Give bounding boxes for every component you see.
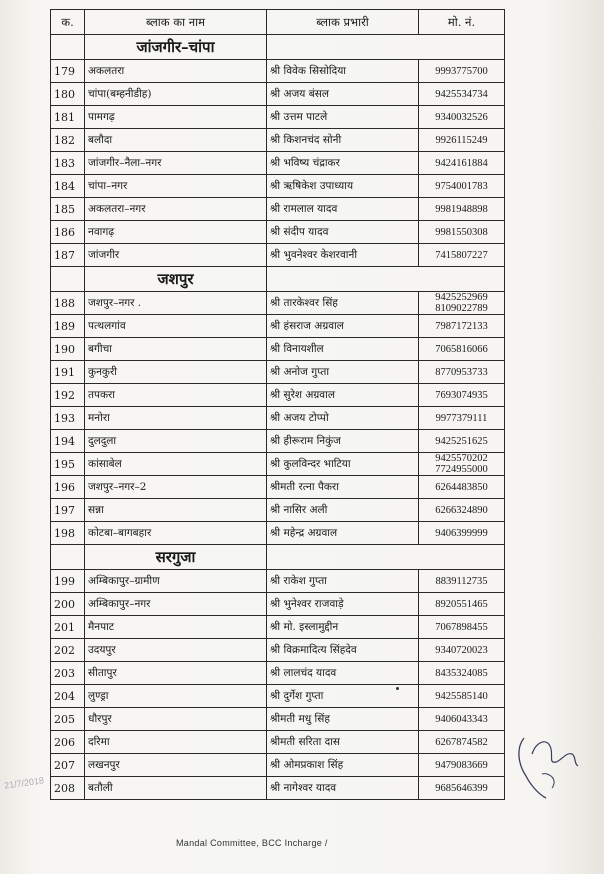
mobile-number: 9340720023 [435, 644, 488, 656]
block-incharge: श्रीमती रत्ना पैकरा [267, 476, 419, 499]
table-row [51, 570, 505, 593]
mobile-number: 7724955000 [435, 464, 488, 475]
table-row [51, 616, 505, 639]
serial-number: 207 [51, 754, 85, 777]
mobile-number: 9685646399 [435, 782, 488, 794]
table-row [51, 708, 505, 731]
block-incharge: श्री विवेक सिसोदिया [267, 60, 419, 83]
mobile-number: 6266324890 [435, 504, 488, 516]
block-incharge: श्री भुवनेश्वर केशरवानी [267, 244, 419, 267]
block-incharge: श्री सुरेश अग्रवाल [267, 384, 419, 407]
footer-text: Mandal Committee, BCC Incharge / [176, 838, 328, 848]
block-name: मनोरा [85, 407, 267, 430]
table-row [51, 129, 505, 152]
serial-number: 197 [51, 499, 85, 522]
serial-number: 194 [51, 430, 85, 453]
serial-number: 186 [51, 221, 85, 244]
mobile-number: 9981550308 [435, 226, 488, 238]
district-empty-cell [51, 545, 85, 570]
mobile-number: 9340032526 [435, 111, 488, 123]
mobile-number: 9425251625 [435, 435, 488, 447]
table-row [51, 244, 505, 267]
mobile-number-cell [419, 499, 505, 522]
serial-number: 204 [51, 685, 85, 708]
serial-number: 202 [51, 639, 85, 662]
table-row [51, 407, 505, 430]
mobile-number: 7065816066 [435, 343, 488, 355]
block-incharge: श्री नासिर अली [267, 499, 419, 522]
district-empty-cell [267, 545, 505, 570]
block-incharge: श्री हीरूराम निकुंज [267, 430, 419, 453]
serial-number: 200 [51, 593, 85, 616]
mobile-number-cell [419, 777, 505, 800]
serial-number: 193 [51, 407, 85, 430]
block-incharge: श्रीमती सरिता दास [267, 731, 419, 754]
mobile-number: 9754001783 [435, 180, 488, 192]
mobile-number: 9406399999 [435, 527, 488, 539]
mobile-number: 9425570202 [435, 453, 488, 464]
table-row [51, 662, 505, 685]
serial-number: 199 [51, 570, 85, 593]
mobile-number: 9424161884 [435, 157, 488, 169]
header-block-name: ब्लाक का नाम [85, 10, 267, 35]
table-row [51, 685, 505, 708]
mobile-number-cell [419, 453, 505, 476]
block-name: दरिमा [85, 731, 267, 754]
block-incharge: श्री विनायशील [267, 338, 419, 361]
block-name: सीतापुर [85, 662, 267, 685]
block-incharge: श्री लालचंद यादव [267, 662, 419, 685]
block-name: लखनपुर [85, 754, 267, 777]
table-row [51, 60, 505, 83]
block-name: चांपा(बम्हनीडीह) [85, 83, 267, 106]
header-mobile-number: मो. नं. [419, 10, 505, 35]
mobile-number-cell [419, 129, 505, 152]
mobile-number: 8435324085 [435, 667, 488, 679]
mobile-number: 7693074935 [435, 389, 488, 401]
serial-number: 205 [51, 708, 85, 731]
header-serial: क. [51, 10, 85, 35]
serial-number: 198 [51, 522, 85, 545]
mobile-number-cell [419, 83, 505, 106]
district-name: जशपुर [85, 267, 267, 292]
serial-number: 191 [51, 361, 85, 384]
serial-number: 190 [51, 338, 85, 361]
mobile-number-cell [419, 338, 505, 361]
block-name: मैनपाट [85, 616, 267, 639]
block-name: दुलदुला [85, 430, 267, 453]
mobile-number: 6267874582 [435, 736, 488, 748]
mobile-number-cell [419, 685, 505, 708]
block-name: धौरपुर [85, 708, 267, 731]
district-empty-cell [267, 267, 505, 292]
serial-number: 181 [51, 106, 85, 129]
mobile-number: 6264483850 [435, 481, 488, 493]
mobile-number: 9981948898 [435, 203, 488, 215]
block-name: जशपुर–नगर . [85, 292, 267, 315]
block-incharge: श्री उत्तम पाटले [267, 106, 419, 129]
mobile-number-cell [419, 430, 505, 453]
serial-number: 189 [51, 315, 85, 338]
block-incharge: श्री राकेश गुप्ता [267, 570, 419, 593]
block-name: सन्ना [85, 499, 267, 522]
mobile-number: 8109022789 [435, 303, 488, 314]
block-name: पत्थलगांव [85, 315, 267, 338]
mobile-number: 8770953733 [435, 366, 488, 378]
mobile-number-cell [419, 662, 505, 685]
serial-number: 196 [51, 476, 85, 499]
mobile-number: 9425252969 [435, 292, 488, 303]
block-name: कोटबा–बागबहार [85, 522, 267, 545]
block-name: जांजगीर–नैला–नगर [85, 152, 267, 175]
block-name: बलौदा [85, 129, 267, 152]
block-incharge: श्री अजय टोप्पो [267, 407, 419, 430]
table-row [51, 522, 505, 545]
handwritten-signature [512, 724, 582, 806]
mobile-number-cell [419, 639, 505, 662]
block-incharge: श्री भुनेश्वर राजवाड़े [267, 593, 419, 616]
mobile-number: 9406043343 [435, 713, 488, 725]
district-empty-cell [267, 35, 505, 60]
block-incharge: श्री भविष्य चंद्राकर [267, 152, 419, 175]
mobile-number-cell [419, 407, 505, 430]
mobile-number-cell [419, 198, 505, 221]
serial-number: 208 [51, 777, 85, 800]
block-name: जशपुर–नगर–2 [85, 476, 267, 499]
mobile-number-cell [419, 152, 505, 175]
table-row [51, 430, 505, 453]
mobile-number-cell [419, 244, 505, 267]
mobile-number: 9926115249 [435, 134, 488, 146]
block-incharge: श्री विक्रमादित्य सिंहदेव [267, 639, 419, 662]
mobile-number: 7987172133 [435, 320, 488, 332]
mobile-number-cell [419, 175, 505, 198]
mobile-number-cell [419, 60, 505, 83]
serial-number: 201 [51, 616, 85, 639]
serial-number: 184 [51, 175, 85, 198]
serial-number: 183 [51, 152, 85, 175]
block-incharge: श्री ओमप्रकाश सिंह [267, 754, 419, 777]
block-incharge: श्री संदीप यादव [267, 221, 419, 244]
mobile-number-cell [419, 754, 505, 777]
block-name: अकलतरा [85, 60, 267, 83]
mobile-number-cell [419, 593, 505, 616]
serial-number: 187 [51, 244, 85, 267]
mobile-number-cell [419, 221, 505, 244]
serial-number: 182 [51, 129, 85, 152]
serial-number: 179 [51, 60, 85, 83]
district-empty-cell [51, 35, 85, 60]
block-incharge: श्री रामलाल यादव [267, 198, 419, 221]
block-name: लुण्ड्रा [85, 685, 267, 708]
block-name: बगीचा [85, 338, 267, 361]
mobile-number: 8839112735 [435, 575, 488, 587]
mobile-number-cell [419, 616, 505, 639]
block-incharge: श्री मो. इस्लामुद्दीन [267, 616, 419, 639]
mobile-number: 9425534734 [435, 88, 488, 100]
table-row [51, 338, 505, 361]
table-row [51, 106, 505, 129]
table-row [51, 315, 505, 338]
block-name: कुनकुरी [85, 361, 267, 384]
mobile-number: 9993775700 [435, 65, 488, 77]
block-name: अम्बिकापुर–ग्रामीण [85, 570, 267, 593]
block-incharge: श्री तारकेश्वर सिंह [267, 292, 419, 315]
district-name: जांजगीर–चांपा [85, 35, 267, 60]
block-incharge: श्री अनोज गुप्ता [267, 361, 419, 384]
table-row [51, 83, 505, 106]
mobile-number-cell [419, 292, 505, 315]
mobile-number-cell [419, 731, 505, 754]
mobile-number: 7067898455 [435, 621, 488, 633]
block-name: पामगढ़ [85, 106, 267, 129]
table-row [51, 198, 505, 221]
ink-dot [396, 687, 399, 690]
district-heading-row [51, 267, 505, 292]
block-name: उदयपुर [85, 639, 267, 662]
block-incharge: श्री दुर्गेश गुप्ता [267, 685, 419, 708]
block-name: कांसाबेल [85, 453, 267, 476]
header-block-incharge: ब्लाक प्रभारी [267, 10, 419, 35]
block-name: तपकरा [85, 384, 267, 407]
mobile-number-cell [419, 361, 505, 384]
table-row [51, 384, 505, 407]
block-incharge: श्रीमती मधु सिंह [267, 708, 419, 731]
mobile-number-cell [419, 708, 505, 731]
mobile-number-cell [419, 106, 505, 129]
date-stamp: 21/7/2018 [3, 775, 45, 791]
table-row [51, 731, 505, 754]
block-incharge: श्री हंसराज अग्रवाल [267, 315, 419, 338]
serial-number: 206 [51, 731, 85, 754]
serial-number: 180 [51, 83, 85, 106]
block-incharge-table [50, 9, 505, 800]
table-row [51, 754, 505, 777]
district-empty-cell [51, 267, 85, 292]
table-row [51, 453, 505, 476]
district-heading-row [51, 545, 505, 570]
block-name: नवागढ़ [85, 221, 267, 244]
block-incharge: श्री नागेश्वर यादव [267, 777, 419, 800]
block-name: अकलतरा–नगर [85, 198, 267, 221]
table-row [51, 777, 505, 800]
mobile-number: 9479083669 [435, 759, 488, 771]
block-incharge: श्री ऋषिकेश उपाध्याय [267, 175, 419, 198]
block-name: चांपा–नगर [85, 175, 267, 198]
block-incharge: श्री किशनचंद सोनी [267, 129, 419, 152]
table-row [51, 639, 505, 662]
table-row [51, 361, 505, 384]
serial-number: 195 [51, 453, 85, 476]
mobile-number-cell [419, 384, 505, 407]
table-row [51, 292, 505, 315]
table-row [51, 499, 505, 522]
block-name: जांजगीर [85, 244, 267, 267]
mobile-number: 9977379111 [435, 412, 488, 424]
mobile-number-cell [419, 315, 505, 338]
mobile-number-cell [419, 570, 505, 593]
serial-number: 188 [51, 292, 85, 315]
block-incharge: श्री कुलविन्दर भाटिया [267, 453, 419, 476]
block-incharge: श्री महेन्द्र अग्रवाल [267, 522, 419, 545]
mobile-number-cell [419, 476, 505, 499]
district-name: सरगुजा [85, 545, 267, 570]
table-row [51, 221, 505, 244]
table-header-row [51, 10, 505, 35]
block-name: अम्बिकापुर–नगर [85, 593, 267, 616]
mobile-number: 7415807227 [435, 249, 488, 261]
table-row [51, 476, 505, 499]
block-incharge: श्री अजय बंसल [267, 83, 419, 106]
district-heading-row [51, 35, 505, 60]
serial-number: 185 [51, 198, 85, 221]
block-name: बतौली [85, 777, 267, 800]
serial-number: 192 [51, 384, 85, 407]
serial-number: 203 [51, 662, 85, 685]
mobile-number: 9425585140 [435, 690, 488, 702]
mobile-number: 8920551465 [435, 598, 488, 610]
table-row [51, 152, 505, 175]
table-row [51, 175, 505, 198]
mobile-number-cell [419, 522, 505, 545]
table-row [51, 593, 505, 616]
